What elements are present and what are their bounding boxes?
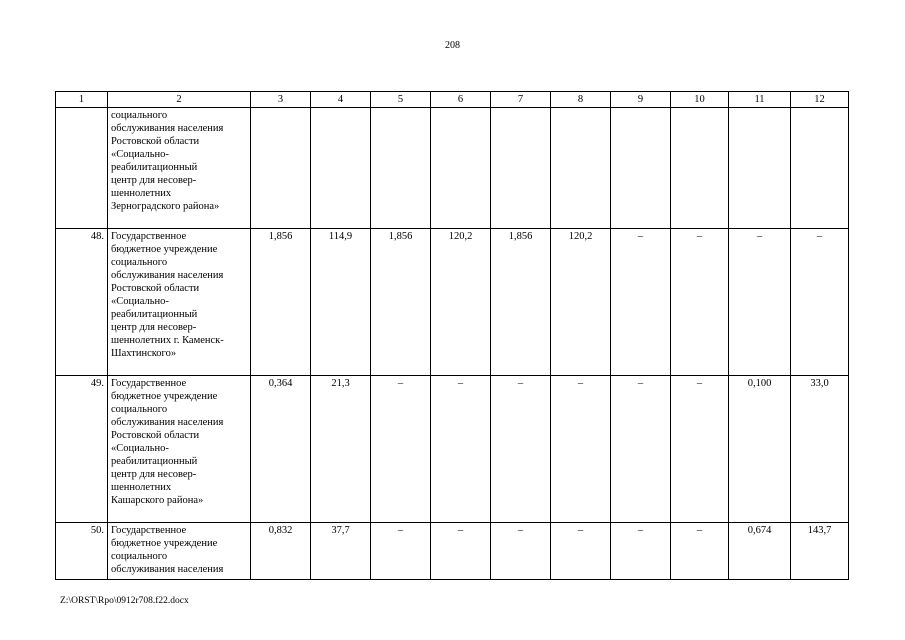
value-cell: –	[431, 523, 491, 580]
column-header: 4	[311, 92, 371, 108]
row-number: 48.	[56, 229, 108, 376]
value-cell	[551, 108, 611, 229]
value-cell: 0,832	[251, 523, 311, 580]
column-header: 9	[611, 92, 671, 108]
table-row	[56, 108, 849, 229]
institution-name: Государственное бюджетное учреждение социального обслуживания населения Ростовской области «Социально- реабилитационный центр для несовер- шеннолетних Кашарского района»	[108, 376, 251, 523]
value-cell: –	[371, 523, 431, 580]
value-cell: 120,2	[551, 229, 611, 376]
value-cell: 0,674	[729, 523, 791, 580]
table-row	[56, 229, 849, 376]
value-cell: –	[491, 523, 551, 580]
column-header: 10	[671, 92, 729, 108]
value-cell: 0,364	[251, 376, 311, 523]
value-cell	[371, 108, 431, 229]
value-cell	[791, 108, 849, 229]
column-header: 11	[729, 92, 791, 108]
value-cell: –	[791, 229, 849, 376]
column-header: 6	[431, 92, 491, 108]
column-header: 1	[56, 92, 108, 108]
value-cell: –	[611, 229, 671, 376]
value-cell	[251, 108, 311, 229]
column-header: 12	[791, 92, 849, 108]
value-cell: 37,7	[311, 523, 371, 580]
value-cell: –	[671, 376, 729, 523]
institution-name: социального обслуживания населения Ростовской области «Социально- реабилитационный центр для несовер- шеннолетних Зерноградского района»	[108, 108, 251, 229]
value-cell	[729, 108, 791, 229]
row-number: 49.	[56, 376, 108, 523]
value-cell	[671, 108, 729, 229]
column-header: 7	[491, 92, 551, 108]
value-cell: 21,3	[311, 376, 371, 523]
value-cell: –	[611, 523, 671, 580]
value-cell: 33,0	[791, 376, 849, 523]
table-header-row	[56, 92, 849, 108]
column-header: 2	[108, 92, 251, 108]
value-cell: –	[671, 523, 729, 580]
row-number: 50.	[56, 523, 108, 580]
table-row	[56, 523, 849, 580]
value-cell: 1,856	[491, 229, 551, 376]
value-cell: 120,2	[431, 229, 491, 376]
file-path-footer: Z:\ORST\Rpo\0912r708.f22.docx	[60, 596, 189, 606]
value-cell	[311, 108, 371, 229]
value-cell: 1,856	[251, 229, 311, 376]
value-cell	[491, 108, 551, 229]
value-cell: –	[729, 229, 791, 376]
page-number: 208	[445, 40, 460, 51]
data-table	[55, 91, 849, 580]
value-cell: 114,9	[311, 229, 371, 376]
value-cell: 1,856	[371, 229, 431, 376]
column-header: 3	[251, 92, 311, 108]
row-number	[56, 108, 108, 229]
value-cell: –	[491, 376, 551, 523]
column-header: 8	[551, 92, 611, 108]
value-cell: 0,100	[729, 376, 791, 523]
value-cell	[431, 108, 491, 229]
value-cell: –	[551, 376, 611, 523]
column-header: 5	[371, 92, 431, 108]
value-cell: –	[671, 229, 729, 376]
value-cell: –	[431, 376, 491, 523]
value-cell	[611, 108, 671, 229]
institution-name: Государственное бюджетное учреждение социального обслуживания населения Ростовской области «Социально- реабилитационный центр для несовер- шеннолетних г. Каменск- Шахтинского»	[108, 229, 251, 376]
institution-name: Государственное бюджетное учреждение социального обслуживания населения	[108, 523, 251, 580]
value-cell: –	[551, 523, 611, 580]
table-row	[56, 376, 849, 523]
value-cell: –	[371, 376, 431, 523]
value-cell: –	[611, 376, 671, 523]
value-cell: 143,7	[791, 523, 849, 580]
